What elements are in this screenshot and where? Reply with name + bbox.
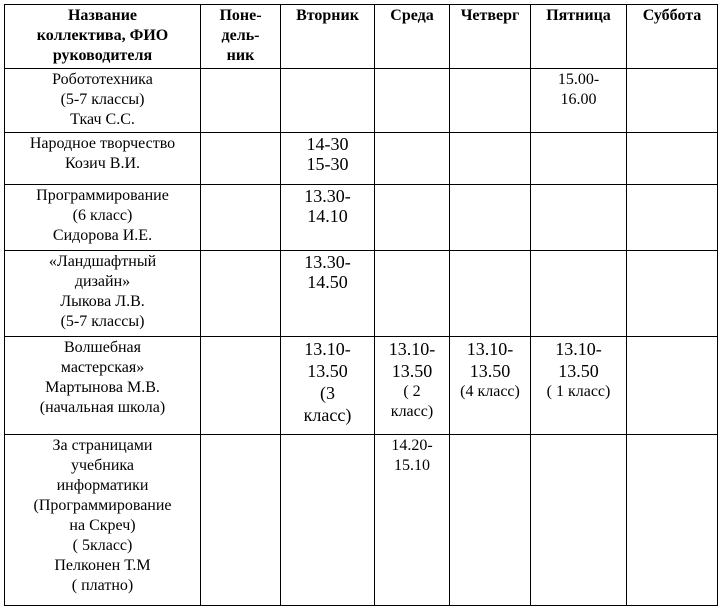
monday-cell [201, 337, 281, 435]
tuesday-cell [281, 69, 375, 133]
friday-cell [531, 251, 627, 337]
club-name-cell: Программирование (6 класс) Сидорова И.Е. [5, 185, 201, 251]
thursday-cell [450, 337, 531, 435]
club-name-cell: Волшебная мастерская» Мартынова М.В. (начальная школа) [5, 337, 201, 435]
wednesday-class-note: ( 2 класс) [390, 383, 434, 420]
club-name-cell: Робототехника (5-7 классы) Ткач С.С. [5, 69, 201, 133]
friday-cell [531, 435, 627, 606]
tuesday-cell: 14-30 15-30 [281, 133, 375, 185]
thursday-cell [450, 251, 531, 337]
club-name-cell: «Ландшафтный дизайн» Лыкова Л.В. (5-7 классы) [5, 251, 201, 337]
thursday-cell [450, 185, 531, 251]
monday-cell [201, 185, 281, 251]
header-name: Название коллектива, ФИО руководителя [5, 5, 201, 69]
thursday-cell [450, 435, 531, 606]
friday-cell [531, 337, 627, 435]
thursday-class-note: (4 класс) [460, 383, 520, 400]
wednesday-cell [375, 337, 450, 435]
saturday-cell [627, 185, 718, 251]
saturday-cell [627, 251, 718, 337]
tuesday-cell [281, 435, 375, 606]
tuesday-class-note: (3 класс) [303, 383, 352, 425]
table-row [5, 69, 718, 133]
wednesday-time: 13.10- 13.50 [388, 339, 436, 381]
monday-cell [201, 435, 281, 606]
thursday-cell [450, 133, 531, 185]
schedule-table [4, 4, 718, 606]
tuesday-cell: 13.30- 14.50 [281, 251, 375, 337]
header-thursday: Четверг [450, 5, 531, 69]
thursday-cell [450, 69, 531, 133]
header-wednesday: Среда [375, 5, 450, 69]
wednesday-cell [375, 251, 450, 337]
header-monday: Поне- дель- ник [201, 5, 281, 69]
table-row [5, 185, 718, 251]
friday-cell [531, 133, 627, 185]
tuesday-cell [281, 337, 375, 435]
header-row [5, 5, 718, 69]
club-name-cell: За страницами учебника информатики (Программирование на Скреч) ( 5класс) Пелконен Т.М ( платно) [5, 435, 201, 606]
club-name-cell: Народное творчество Козич В.И. [5, 133, 201, 185]
wednesday-cell [375, 185, 450, 251]
tuesday-time: 13.10- 13.50 [304, 339, 351, 381]
friday-time: 13.10- 13.50 [555, 339, 602, 381]
table-row [5, 133, 718, 185]
saturday-cell [627, 337, 718, 435]
header-friday: Пятница [531, 5, 627, 69]
table-row [5, 435, 718, 606]
friday-cell [531, 185, 627, 251]
table-row [5, 337, 718, 435]
thursday-time: 13.10- 13.50 [466, 339, 514, 381]
tuesday-cell: 13.30- 14.10 [281, 185, 375, 251]
monday-cell [201, 251, 281, 337]
wednesday-cell [375, 69, 450, 133]
header-tuesday: Вторник [281, 5, 375, 69]
table-row [5, 251, 718, 337]
saturday-cell [627, 133, 718, 185]
monday-cell [201, 69, 281, 133]
wednesday-cell: 14.20- 15.10 [375, 435, 450, 606]
friday-cell: 15.00- 16.00 [531, 69, 627, 133]
wednesday-cell [375, 133, 450, 185]
saturday-cell [627, 435, 718, 606]
saturday-cell [627, 69, 718, 133]
header-saturday: Суббота [627, 5, 718, 69]
monday-cell [201, 133, 281, 185]
friday-class-note: ( 1 класс) [546, 383, 611, 400]
